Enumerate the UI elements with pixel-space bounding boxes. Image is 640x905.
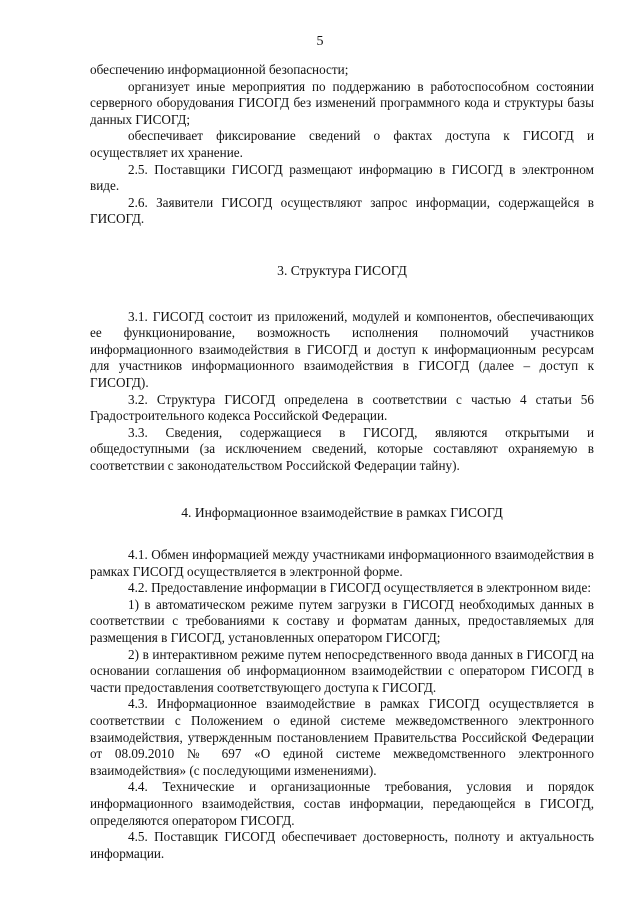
paragraph: 4.5. Поставщик ГИСОГД обеспечивает достоверность, полноту и актуальность информации. <box>90 829 594 861</box>
paragraph: обеспечению информационной безопасности; <box>90 62 349 77</box>
paragraph: 4.4. Технические и организационные требования, условия и порядок информационного взаимодействия, состав информации, передающейся в ГИСОГД, определяются оператором ГИСОГД. <box>90 779 594 828</box>
paragraph: обеспечивает фиксирование сведений о фактах доступа к ГИСОГД и осуществляет их хранение. <box>90 128 594 160</box>
paragraph: 4.1. Обмен информацией между участниками информационного взаимодействия в рамках ГИСОГД осуществляется в электронной форме. <box>90 547 594 579</box>
section-heading-interaction: 4. Информационное взаимодействие в рамках ГИСОГД <box>181 505 503 521</box>
paragraph: 4.3. Информационное взаимодействие в рамках ГИСОГД осуществляется в соответствии с Положением о единой системе межведомственного электронного взаимодействия, утвержденным постановлением Правительства Российской Федерации от 08.09.2010 № 697 «О единой системе межведомственного электронного взаимодействия» (с последующими изменениями). <box>90 696 594 778</box>
list-item: 1) в автоматическом режиме путем загрузки в ГИСОГД необходимых данных в соответствии с требованиями к составу и форматам данных, предоставляемых для размещения в ГИСОГД, установленных оператором ГИСОГД; <box>90 596 594 646</box>
paragraph: 3.3. Сведения, содержащиеся в ГИСОГД, являются открытыми и общедоступными (за исключением сведений, которые составляют охраняемую в соответствии с законодательством Российской Федерации тайну). <box>90 424 594 473</box>
page-number: 5 <box>316 34 324 49</box>
paragraph: 2.5. Поставщики ГИСОГД размещают информацию в ГИСОГД в электронном виде. <box>90 161 594 194</box>
paragraph: 2.6. Заявители ГИСОГД осуществляют запрос информации, содержащейся в ГИСОГД. <box>90 194 594 227</box>
paragraph: 3.2. Структура ГИСОГД определена в соответствии с частью 4 статьи 56 Градостроительного кодекса Российской Федерации. <box>90 391 594 424</box>
list-item: 2) в интерактивном режиме путем непосредственного ввода данных в ГИСОГД на основании соглашения об информационном взаимодействии с оператором ГИСОГД в части предоставления соответствующего доступа к ГИСОГД. <box>90 646 594 695</box>
paragraph: организует иные мероприятия по поддержанию в работоспособном состоянии серверного оборудования ГИСОГД без изменений программного кода и структуры базы данных ГИСОГД; <box>90 78 594 127</box>
paragraph: 3.1. ГИСОГД состоит из приложений, модулей и компонентов, обеспечивающих ее функционирование, возможность исполнения полномочий участников информационного взаимодействия в ГИСОГД и доступ к информационным ресурсам для участников информационного взаимодействия в ГИСОГД (далее – доступ к ГИСОГД). <box>90 308 594 390</box>
section-heading-structure: 3. Структура ГИСОГД <box>277 262 407 278</box>
paragraph: 4.2. Предоставление информации в ГИСОГД осуществляется в электронном виде: <box>128 580 592 596</box>
document-body <box>90 62 594 862</box>
